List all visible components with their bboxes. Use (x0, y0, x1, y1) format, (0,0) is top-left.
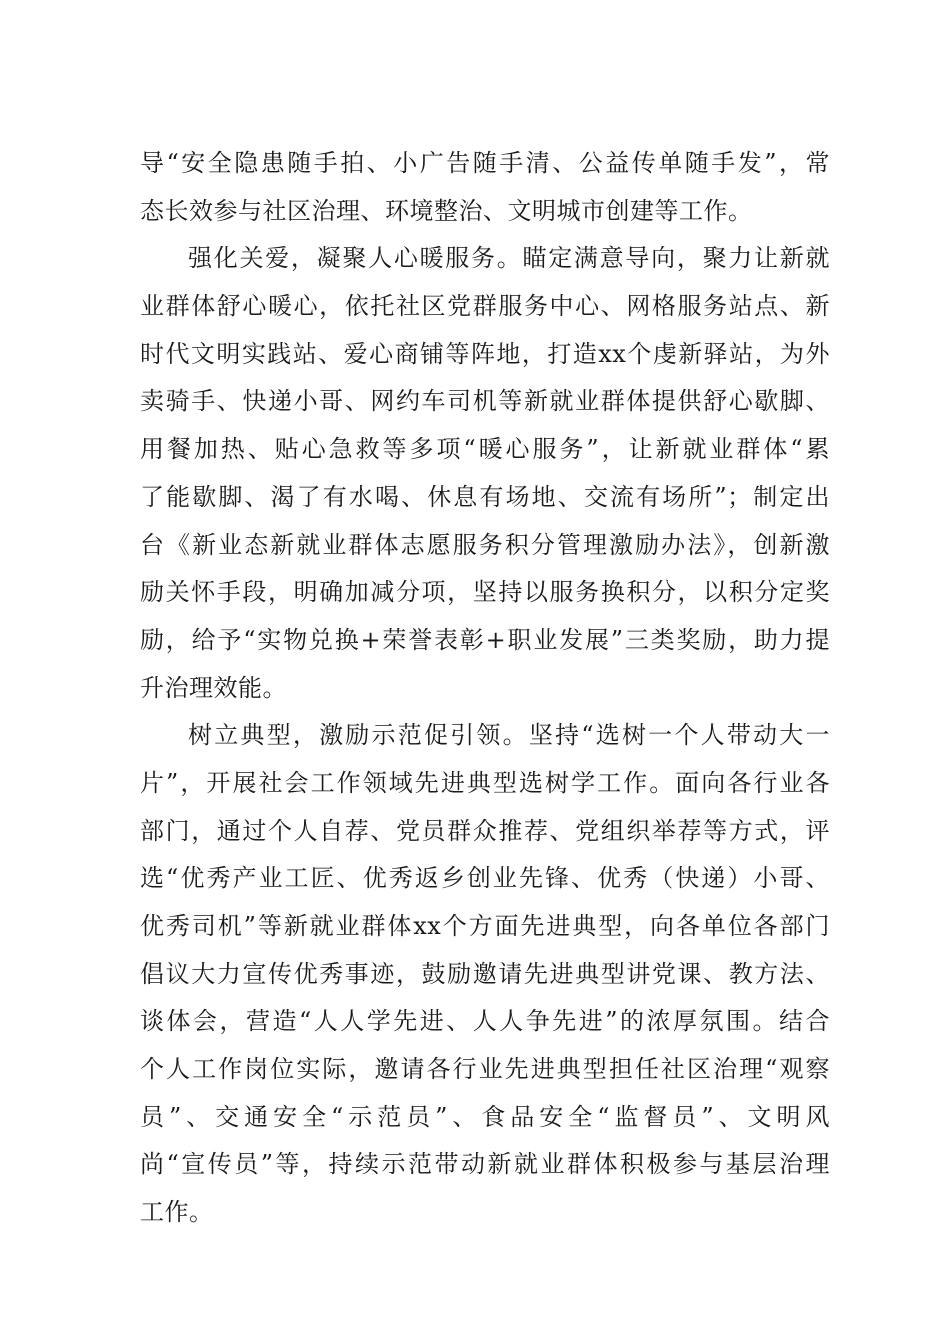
paragraph (140, 235, 830, 712)
document-body (140, 140, 830, 1237)
text-line: 优秀司机”等新就业群体xx个方面先进典型，向各单位各部门 (140, 912, 830, 940)
text-line: 员”、交通安全“示范员”、食品安全“监督员”、文明风 (140, 1102, 830, 1131)
text-line: 部门，通过个人自荐、党员群众推荐、党组织举荐等方式，评 (140, 816, 830, 845)
text-line: 态长效参与社区治理、环境整治、文明城市创建等工作。 (140, 196, 753, 225)
text-line: 卖骑手、快递小哥、网约车司机等新就业群体提供舒心歇脚、 (140, 387, 830, 416)
text-line: 用餐加热、贴心急救等多项“暖心服务”，让新就业群体“累 (140, 435, 830, 464)
text-line: 励关怀手段，明确加减分项，坚持以服务换积分，以积分定奖 (140, 578, 830, 607)
paragraph (140, 712, 830, 1237)
text-line: 选“优秀产业工匠、优秀返乡创业先锋、优秀（快递）小哥、 (140, 864, 830, 893)
text-line: 树立典型，激励示范促引领。坚持“选树一个人带动大一 (188, 721, 830, 750)
text-line: 励，给予“实物兑换+荣誉表彰+职业发展”三类奖励，助力提 (140, 625, 830, 654)
text-line: 工作。 (140, 1198, 214, 1227)
paragraph (140, 140, 830, 235)
text-line: 升治理效能。 (140, 673, 287, 702)
text-line: 时代文明实践站、爱心商铺等阵地，打造xx个虔新驿站，为外 (140, 339, 830, 368)
text-line: 强化关爱，凝聚人心暖服务。瞄定满意导向，聚力让新就 (188, 244, 830, 273)
text-line: 片”，开展社会工作领域先进典型选树学工作。面向各行业各 (140, 768, 830, 797)
text-line: 尚“宣传员”等，持续示范带动新就业群体积极参与基层治理 (140, 1150, 830, 1179)
text-line: 了能歇脚、渴了有水喝、休息有场地、交流有场所”；制定出 (140, 482, 830, 511)
text-line: 个人工作岗位实际，邀请各行业先进典型担任社区治理“观察 (140, 1055, 830, 1084)
text-line: 谈体会，营造“人人学先进、人人争先进”的浓厚氛围。结合 (140, 1007, 830, 1036)
text-line: 倡议大力宣传优秀事迹，鼓励邀请先进典型讲党课、教方法、 (140, 959, 830, 988)
text-line: 台《新业态新就业群体志愿服务积分管理激励办法》，创新激 (140, 530, 830, 559)
text-line: 导“安全隐患随手拍、小广告随手清、公益传单随手发”，常 (140, 149, 830, 177)
text-line: 业群体舒心暖心，依托社区党群服务中心、网格服务站点、新 (140, 292, 830, 321)
